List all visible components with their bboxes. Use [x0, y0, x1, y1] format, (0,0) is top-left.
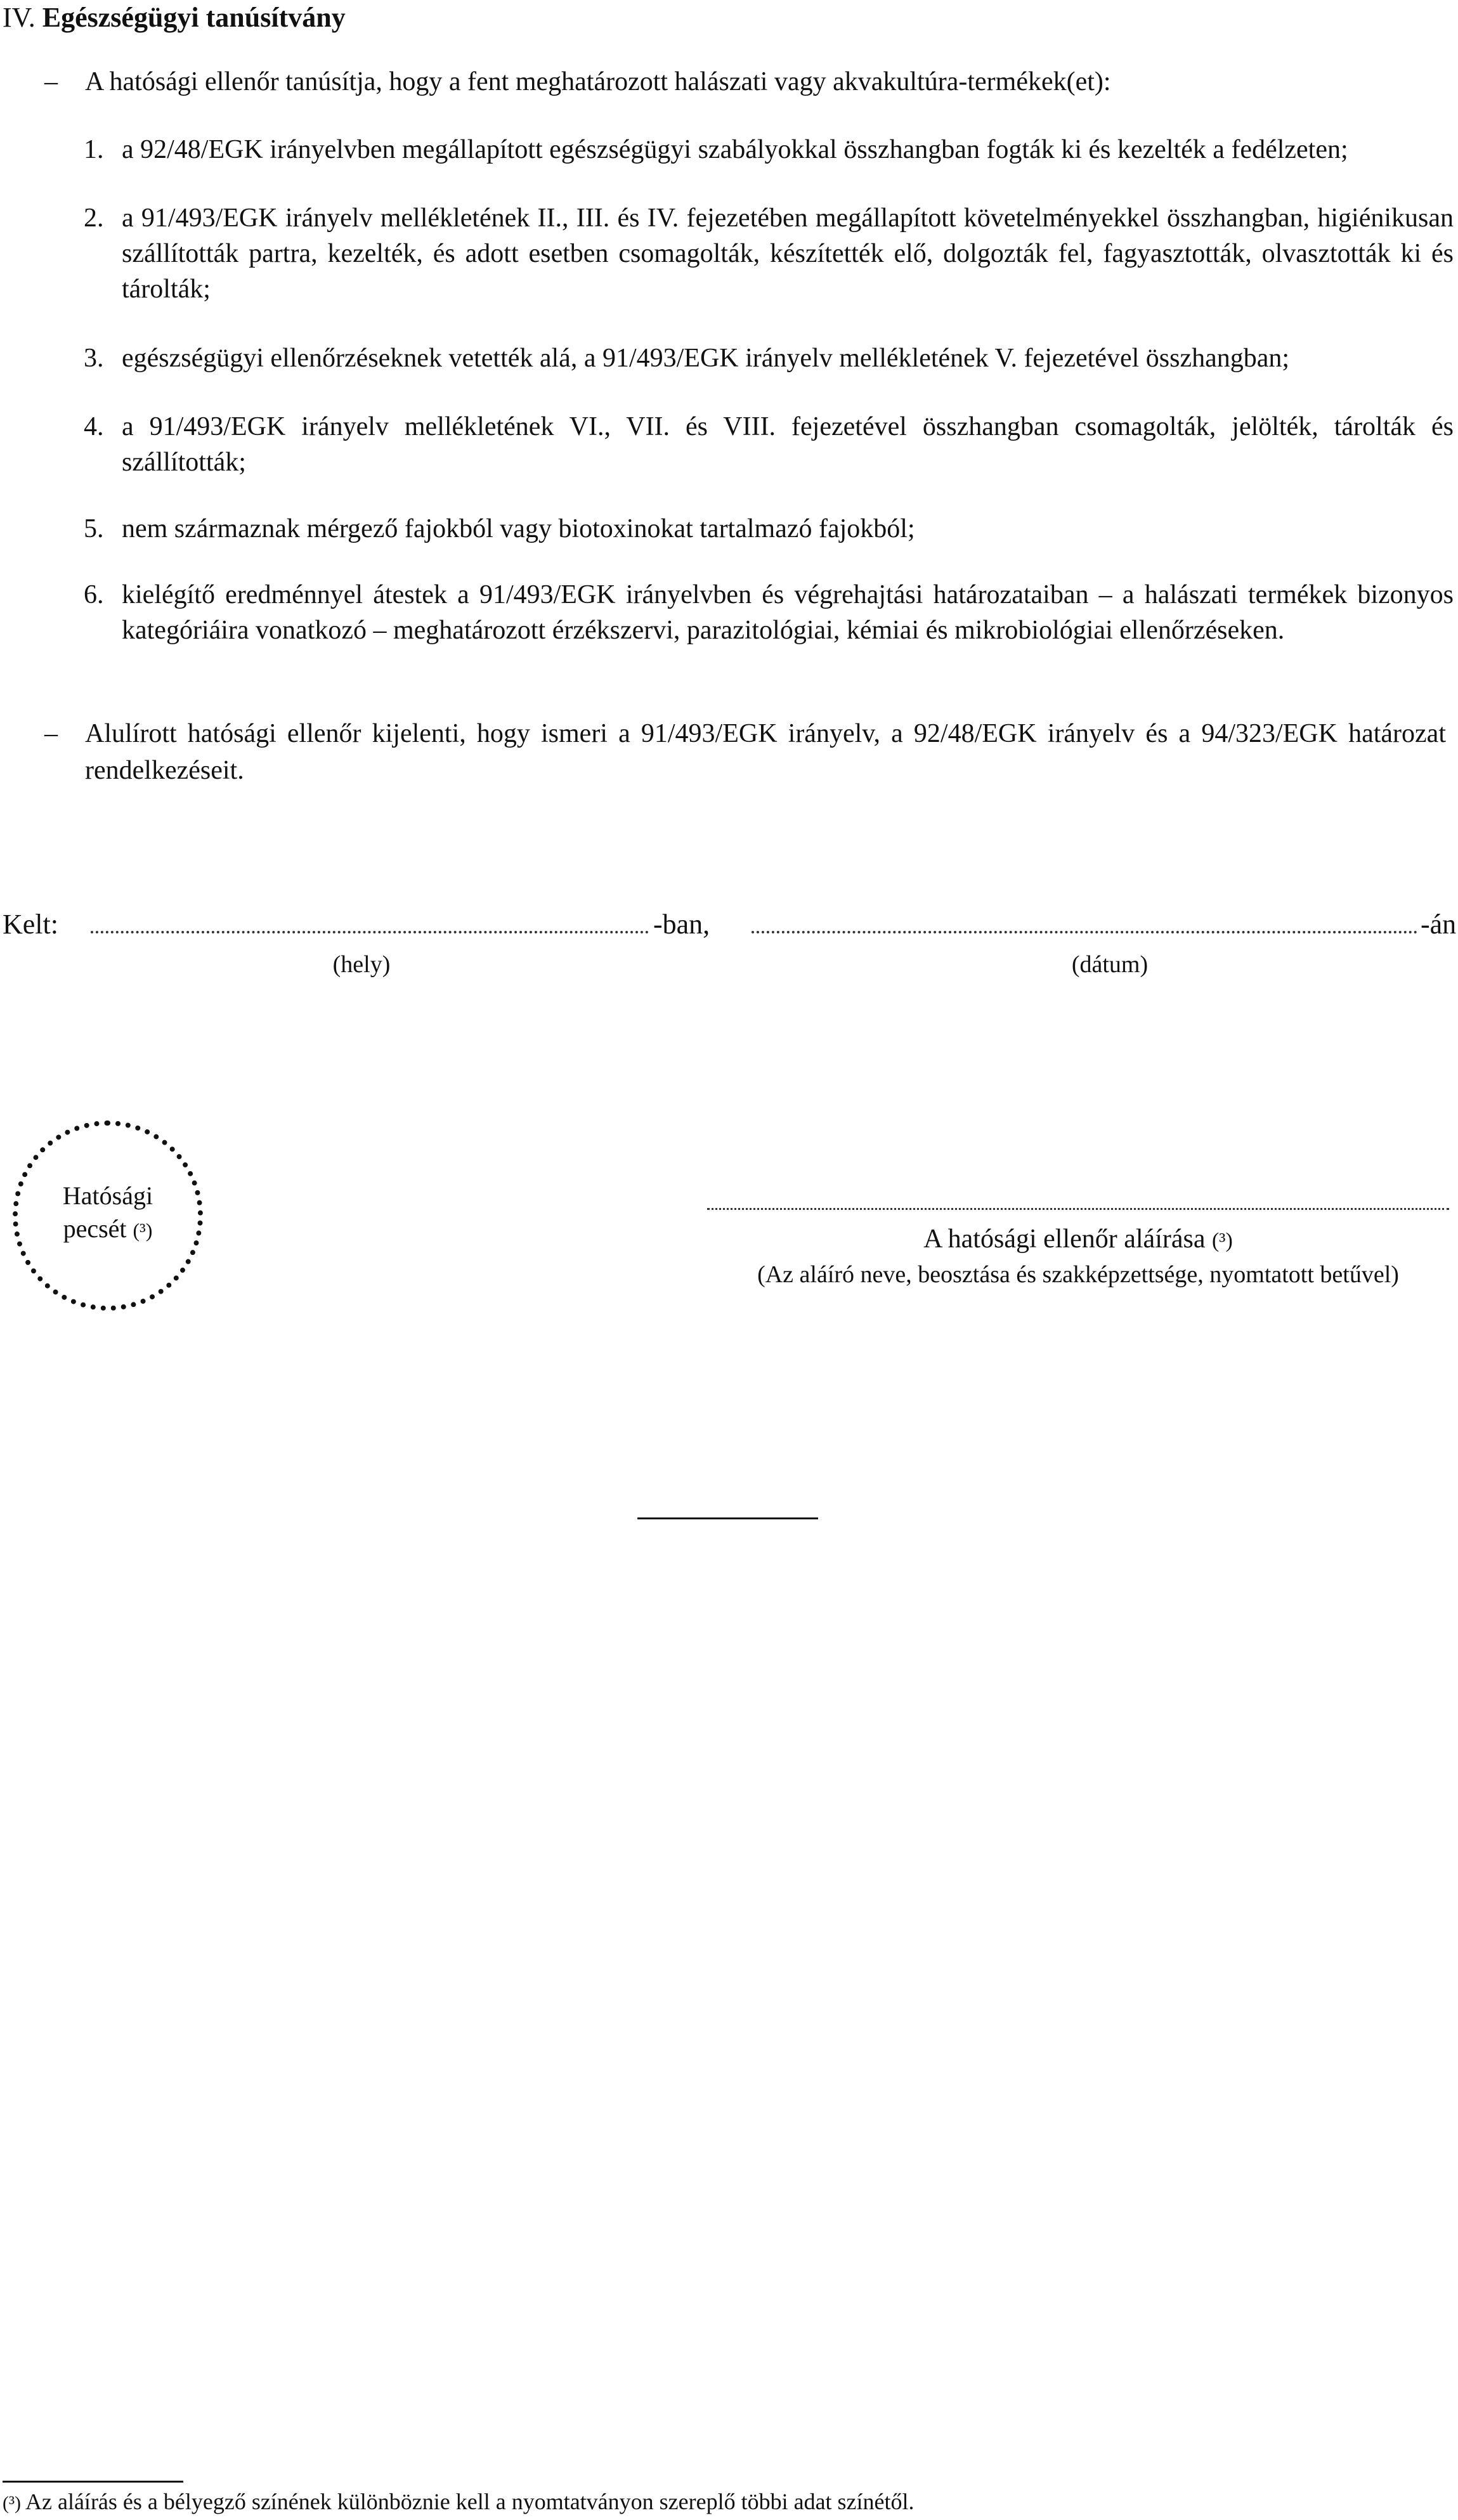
place-field[interactable]: [91, 931, 649, 933]
place-caption: (hely): [332, 951, 391, 978]
stamp-line1: Hatósági: [62, 1181, 153, 1210]
stamp-label: [0, 1179, 216, 1247]
list-item-number: 1.: [84, 135, 104, 164]
list-item: [84, 511, 1454, 547]
signature-label-text: A hatósági ellenőr aláírása: [923, 1224, 1206, 1254]
signature-note-ref: (³): [1211, 1229, 1233, 1252]
footnote-text: Az aláírás és a bélyegző színének különböznie kell a nyomtatványon szereplő többi adat színétől.: [25, 2489, 915, 2514]
signature-field[interactable]: [707, 1208, 1449, 1210]
kelt-label: Kelt:: [3, 909, 58, 940]
footnote-separator: [3, 2481, 183, 2483]
section-title: Egészségügyi tanúsítvány: [42, 2, 346, 33]
dash-item-text: Alulírott hatósági ellenőr kijelenti, hogy ismeri a 91/493/EGK irányelv, a 92/48/EGK irányelv és a 94/323/EGK határozat rendelkezéseit.: [85, 719, 1446, 785]
list-item-text: a 92/48/EGK irányelvben megállapított egészségügyi szabályokkal összhangban fogták ki és kezelték a fedélzeten;: [122, 135, 1348, 164]
list-item: [84, 341, 1454, 376]
section-separator: [637, 1517, 818, 1519]
list-item-number: 5.: [84, 514, 104, 543]
list-item: [84, 200, 1454, 307]
list-item-number: 3.: [84, 344, 104, 373]
date-suffix: -án: [1421, 909, 1457, 940]
list-item-text: kielégítő eredménnyel átestek a 91/493/EGK irányelvben és végrehajtási határozataiban – a halászati termékek bizonyos kategóriáira vonatkozó – meghatározott érzékszervi, parazitológiai, kémiai és mikrobiológiai ellenőrzéseken.: [122, 580, 1454, 645]
footnote-marker: (³): [3, 2493, 21, 2514]
stamp-line2: [0, 1212, 216, 1247]
stamp-line2-text: pecsét: [63, 1214, 127, 1243]
dash-item-declaration: [44, 715, 1446, 789]
section-heading: [3, 0, 346, 36]
list-item: [84, 409, 1454, 480]
list-item-text: nem származnak mérgező fajokból vagy biotoxinokat tartalmazó fajokból;: [122, 514, 915, 543]
date-field[interactable]: [752, 931, 1417, 933]
place-suffix: -ban,: [653, 909, 710, 940]
list-item-number: 4.: [84, 412, 104, 441]
dash-item-intro: [44, 63, 1446, 100]
list-item-text: a 91/493/EGK irányelv mellékletének II., III. és IV. fejezetében megállapított követelményekkel összhangban, higiénikusan szállították partra, kezelték, és adott esetben csomagolták, készítették elő, dolgozták fel, fagyasztották, olvasztották ki és tárolták;: [122, 204, 1454, 304]
section-number: IV.: [3, 2, 36, 33]
dash-item-text: A hatósági ellenőr tanúsítja, hogy a fent meghatározott halászati vagy akvakultúra-termékek(et):: [85, 67, 1111, 96]
signature-sublabel: (Az aláíró neve, beosztása és szakképzettsége, nyomtatott betűvel): [757, 1261, 1399, 1288]
dash-bullet: –: [44, 67, 58, 96]
date-caption: (dátum): [1071, 951, 1149, 978]
list-item: [84, 577, 1454, 648]
list-item: [84, 132, 1454, 167]
list-item-number: 2.: [84, 204, 104, 233]
signature-label: [707, 1222, 1449, 1258]
kelt-row: [0, 907, 1458, 945]
stamp-note-ref: (³): [133, 1219, 153, 1242]
dash-bullet: –: [44, 719, 58, 748]
footnote: [3, 2487, 915, 2518]
list-item-text: egészségügyi ellenőrzéseknek vetették alá, a 91/493/EGK irányelv mellékletének V. fejezetével összhangban;: [122, 344, 1290, 373]
list-item-text: a 91/493/EGK irányelv mellékletének VI., VII. és VIII. fejezetével összhangban csomagolták, jelölték, tárolták és szállították;: [122, 412, 1454, 477]
list-item-number: 6.: [84, 580, 104, 609]
